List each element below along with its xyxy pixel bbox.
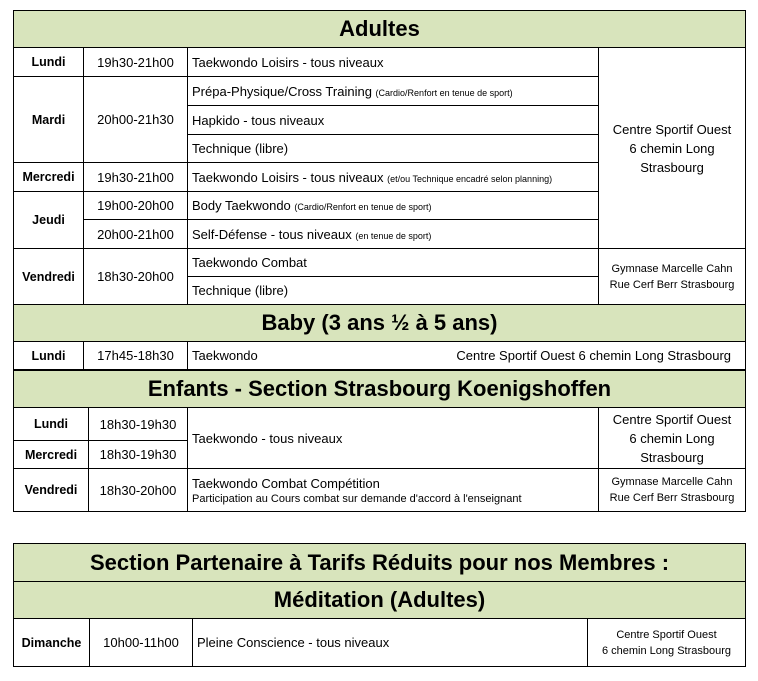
partenaire-day: Dimanche <box>14 619 90 667</box>
adultes-mercredi-time: 19h30-21h00 <box>84 163 188 192</box>
enfants-mercredi-day: Mercredi <box>14 441 89 469</box>
adultes-mercredi-day: Mercredi <box>14 163 84 192</box>
baby-course-row <box>188 342 746 370</box>
adultes-jeudi-course-2: Self-Défense - tous niveaux (en tenue de sport) <box>188 220 599 249</box>
enfants-lundi-day: Lundi <box>14 408 89 441</box>
adultes-lundi-day: Lundi <box>14 48 84 77</box>
enfants-vendredi-day: Vendredi <box>14 469 89 512</box>
enfants-location-gymnase: Gymnase Marcelle Cahn Rue Cerf Berr Strasbourg <box>599 469 746 512</box>
enfants-vendredi-time: 18h30-20h00 <box>89 469 188 512</box>
adultes-mardi-time: 20h00-21h30 <box>84 77 188 163</box>
baby-location: Centre Sportif Ouest 6 chemin Long Strasbourg <box>456 348 731 363</box>
enfants-location-cso: Centre Sportif Ouest 6 chemin Long Strasbourg <box>599 408 746 469</box>
adultes-jeudi-course-1: Body Taekwondo (Cardio/Renfort en tenue de sport) <box>188 192 599 220</box>
baby-day: Lundi <box>14 342 84 370</box>
partenaire-time: 10h00-11h00 <box>90 619 193 667</box>
partenaire-subtitle: Méditation (Adultes) <box>14 582 746 619</box>
adultes-vendredi-course-1: Taekwondo Combat <box>188 249 599 277</box>
adultes-jeudi-time-1: 19h00-20h00 <box>84 192 188 220</box>
adultes-vendredi-time: 18h30-20h00 <box>84 249 188 305</box>
enfants-mercredi-time: 18h30-19h30 <box>89 441 188 469</box>
adultes-mardi-course-2: Hapkido - tous niveaux <box>188 106 599 135</box>
partenaire-title: Section Partenaire à Tarifs Réduits pour nos Membres : <box>14 544 746 582</box>
adultes-lundi-course: Taekwondo Loisirs - tous niveaux <box>188 48 599 77</box>
partenaire-location: Centre Sportif Ouest 6 chemin Long Strasbourg <box>588 619 746 667</box>
adultes-title: Adultes <box>14 11 746 48</box>
enfants-vendredi-course: Taekwondo Combat Compétition Participation au Cours combat sur demande d'accord à l'enseignant <box>188 469 599 512</box>
adultes-mardi-course-1: Prépa-Physique/Cross Training (Cardio/Renfort en tenue de sport) <box>188 77 599 106</box>
adultes-baby-table <box>13 10 746 370</box>
enfants-course: Taekwondo - tous niveaux <box>188 408 599 469</box>
adultes-jeudi-time-2: 20h00-21h00 <box>84 220 188 249</box>
adultes-jeudi-day: Jeudi <box>14 192 84 249</box>
baby-time: 17h45-18h30 <box>84 342 188 370</box>
adultes-mardi-course-3: Technique (libre) <box>188 135 599 163</box>
baby-course: Taekwondo <box>192 348 258 363</box>
baby-title: Baby (3 ans ½ à 5 ans) <box>14 305 746 342</box>
adultes-mardi-day: Mardi <box>14 77 84 163</box>
adultes-vendredi-course-2: Technique (libre) <box>188 277 599 305</box>
adultes-lundi-time: 19h30-21h00 <box>84 48 188 77</box>
adultes-vendredi-day: Vendredi <box>14 249 84 305</box>
partenaire-course: Pleine Conscience - tous niveaux <box>193 619 588 667</box>
enfants-lundi-time: 18h30-19h30 <box>89 408 188 441</box>
enfants-table <box>13 370 746 512</box>
partenaire-table <box>13 543 746 667</box>
enfants-title: Enfants - Section Strasbourg Koenigshoffen <box>14 371 746 408</box>
adultes-location-cso: Centre Sportif Ouest 6 chemin Long Strasbourg <box>599 48 746 249</box>
adultes-location-gymnase: Gymnase Marcelle Cahn Rue Cerf Berr Strasbourg <box>599 249 746 305</box>
adultes-mercredi-course: Taekwondo Loisirs - tous niveaux (et/ou Technique encadré selon planning) <box>188 163 599 192</box>
